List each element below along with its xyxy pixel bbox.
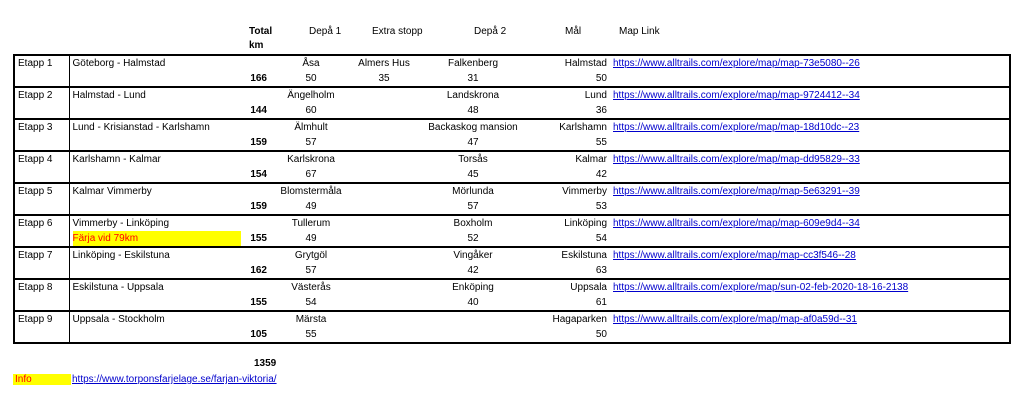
stage-goal: Uppsala [530,279,610,295]
stage-map-link [610,215,1010,231]
stage-goal-km: 54 [530,231,610,247]
stage-extra [352,119,416,135]
stage-depot1: Tullerum [270,215,352,231]
header-extra-stop: Extra stopp [372,26,423,37]
stage-row-km [14,167,1010,183]
stage-row [14,87,1010,103]
stage-note [69,295,244,311]
stage-depot2: Mörlunda [416,183,530,199]
stage-link-blank [610,231,1010,247]
stage-note [69,263,244,279]
stage-depot2-km: 48 [416,103,530,119]
stage-extra-km [352,231,416,247]
stage-name: Etapp 7 [14,247,69,263]
stage-total-blank [244,55,270,71]
stage-depot2-km [416,327,530,343]
stage-extra [352,215,416,231]
stage-goal: Kalmar [530,151,610,167]
stage-depot2-km: 47 [416,135,530,151]
header-depot1: Depå 1 [309,26,342,37]
header-total-unit: km [249,40,264,51]
stage-row [14,311,1010,327]
stage-goal-km: 63 [530,263,610,279]
stage-map-link [610,151,1010,167]
stage-extra-km [352,263,416,279]
stage-total-blank [244,87,270,103]
stage-link-blank [610,71,1010,87]
stage-extra [352,183,416,199]
stage-link-blank [610,327,1010,343]
stage-route: Vimmerby - Linköping [69,215,244,231]
stage-route: Halmstad - Lund [69,87,244,103]
map-link[interactable]: https://www.alltrails.com/explore/map/map-9724412--34 [613,90,860,101]
stage-map-link [610,247,1010,263]
stage-note [69,231,244,247]
stage-extra [352,247,416,263]
stage-goal: Karlshamn [530,119,610,135]
stage-total-km: 155 [244,231,270,247]
stage-total-blank [244,151,270,167]
info-label: Info [13,374,71,385]
stage-row [14,215,1010,231]
stage-extra-km [352,295,416,311]
stage-depot2: Vingåker [416,247,530,263]
stage-row-km [14,231,1010,247]
stage-total-blank [244,119,270,135]
stage-depot2: Falkenberg [416,55,530,71]
stage-row-km [14,71,1010,87]
stage-total-km: 155 [244,295,270,311]
stage-name: Etapp 3 [14,119,69,135]
stage-route: Lund - Krisianstad - Karlshamn [69,119,244,135]
stage-depot1-km: 54 [270,295,352,311]
stage-name: Etapp 4 [14,151,69,167]
stage-route: Eskilstuna - Uppsala [69,279,244,295]
stage-name: Etapp 9 [14,311,69,327]
stage-depot1: Märsta [270,311,352,327]
stage-name: Etapp 8 [14,279,69,295]
stage-map-link [610,87,1010,103]
stage-goal: Eskilstuna [530,247,610,263]
stage-goal-km: 42 [530,167,610,183]
stage-total-blank [244,311,270,327]
stage-row-km [14,263,1010,279]
stage-extra [352,279,416,295]
stage-depot1-km: 55 [270,327,352,343]
stage-extra-km [352,103,416,119]
stage-note [69,71,244,87]
stage-name-blank [14,135,69,151]
stage-depot1: Grytgöl [270,247,352,263]
stage-row-km [14,295,1010,311]
header-map-link: Map Link [619,26,660,37]
stage-depot1-km: 60 [270,103,352,119]
stage-route: Göteborg - Halmstad [69,55,244,71]
stage-total-km: 162 [244,263,270,279]
map-link[interactable]: https://www.alltrails.com/explore/map/map-5e63291--39 [613,186,860,197]
stage-extra: Almers Hus [352,55,416,71]
stage-row [14,151,1010,167]
stage-depot1: Västerås [270,279,352,295]
info-link[interactable]: https://www.torponsfarjelage.se/farjan-viktoria/ [72,374,277,385]
stage-depot2: Landskrona [416,87,530,103]
map-link[interactable]: https://www.alltrails.com/explore/map/map-609e9d4--34 [613,218,860,229]
stage-goal: Hagaparken [530,311,610,327]
stage-map-link [610,119,1010,135]
stage-extra [352,87,416,103]
stage-row [14,247,1010,263]
stage-name-blank [14,103,69,119]
stage-depot2-km: 57 [416,199,530,215]
stage-extra-km [352,167,416,183]
stage-depot2 [416,311,530,327]
stage-link-blank [610,135,1010,151]
stage-depot1-km: 57 [270,135,352,151]
ferry-note: Färja vid 79km [73,231,242,246]
stage-depot2-km: 40 [416,295,530,311]
stage-name-blank [14,231,69,247]
stage-name-blank [14,263,69,279]
stage-total-km: 166 [244,71,270,87]
stage-name: Etapp 1 [14,55,69,71]
stage-extra-km: 35 [352,71,416,87]
stage-depot2: Boxholm [416,215,530,231]
stage-goal: Lund [530,87,610,103]
stage-total-blank [244,247,270,263]
stage-note [69,103,244,119]
stage-depot1: Blomstermåla [270,183,352,199]
stage-goal: Vimmerby [530,183,610,199]
stage-note [69,199,244,215]
map-link[interactable]: https://www.alltrails.com/explore/map/sun-02-feb-2020-18-16-2138 [613,282,909,293]
stage-route: Karlshamn - Kalmar [69,151,244,167]
stage-note [69,167,244,183]
stage-extra-km [352,199,416,215]
stage-goal-km: 50 [530,71,610,87]
stage-link-blank [610,295,1010,311]
map-link[interactable]: https://www.alltrails.com/explore/map/map-dd95829--33 [613,154,860,165]
stage-route: Linköping - Eskilstuna [69,247,244,263]
stage-total-blank [244,279,270,295]
stage-table [13,54,1011,344]
stage-depot2: Torsås [416,151,530,167]
stage-row-km [14,327,1010,343]
stage-depot1: Älmhult [270,119,352,135]
header-depot2: Depå 2 [474,26,507,37]
stage-depot2-km: 52 [416,231,530,247]
stage-link-blank [610,199,1010,215]
stage-extra [352,151,416,167]
stage-extra-km [352,327,416,343]
stage-route: Kalmar Vimmerby [69,183,244,199]
stage-goal: Linköping [530,215,610,231]
map-link[interactable]: https://www.alltrails.com/explore/map/map-18d10dc--23 [613,122,860,133]
stage-map-link [610,55,1010,71]
stage-goal-km: 36 [530,103,610,119]
stage-total-km: 105 [244,327,270,343]
stage-total-km: 154 [244,167,270,183]
stage-name: Etapp 2 [14,87,69,103]
stage-link-blank [610,263,1010,279]
stage-row [14,279,1010,295]
stage-goal-km: 55 [530,135,610,151]
stage-row-km [14,199,1010,215]
stage-total-km: 144 [244,103,270,119]
stage-name-blank [14,71,69,87]
stage-name-blank [14,167,69,183]
stage-map-link [610,311,1010,327]
stage-name-blank [14,327,69,343]
header-total [249,26,272,51]
stage-goal-km: 61 [530,295,610,311]
stage-depot1-km: 67 [270,167,352,183]
stage-total-km: 159 [244,199,270,215]
stage-name: Etapp 5 [14,183,69,199]
stage-extra [352,311,416,327]
stage-name-blank [14,295,69,311]
header-goal: Mål [565,26,582,37]
stage-depot1-km: 49 [270,199,352,215]
stage-depot2: Enköping [416,279,530,295]
stage-depot2-km: 42 [416,263,530,279]
stage-link-blank [610,167,1010,183]
stage-total-blank [244,183,270,199]
stage-map-link [610,183,1010,199]
stage-total-blank [244,215,270,231]
grand-total: 1359 [254,358,277,369]
stage-name-blank [14,199,69,215]
stage-link-blank [610,103,1010,119]
map-link[interactable]: https://www.alltrails.com/explore/map/map-af0a59d--31 [613,314,857,325]
stage-row-km [14,103,1010,119]
stage-depot1-km: 49 [270,231,352,247]
stage-depot1-km: 50 [270,71,352,87]
stage-goal-km: 50 [530,327,610,343]
stage-depot1-km: 57 [270,263,352,279]
stage-depot1: Åsa [270,55,352,71]
stage-depot1: Ängelholm [270,87,352,103]
map-link[interactable]: https://www.alltrails.com/explore/map/map-73e5080--26 [613,58,860,69]
stage-row [14,55,1010,71]
stage-route: Uppsala - Stockholm [69,311,244,327]
stage-map-link [610,279,1010,295]
stage-depot2-km: 31 [416,71,530,87]
map-link[interactable]: https://www.alltrails.com/explore/map/map-cc3f546--28 [613,250,856,261]
stage-depot1: Karlskrona [270,151,352,167]
header-total-label: Total [249,26,273,37]
stage-total-km: 159 [244,135,270,151]
stage-goal-km: 53 [530,199,610,215]
stage-depot2: Backaskog mansion [416,119,530,135]
stage-row-km [14,135,1010,151]
stage-extra-km [352,135,416,151]
stage-note [69,327,244,343]
stage-row [14,119,1010,135]
stage-goal: Halmstad [530,55,610,71]
stage-row [14,183,1010,199]
stage-name: Etapp 6 [14,215,69,231]
stage-note [69,135,244,151]
stage-depot2-km: 45 [416,167,530,183]
